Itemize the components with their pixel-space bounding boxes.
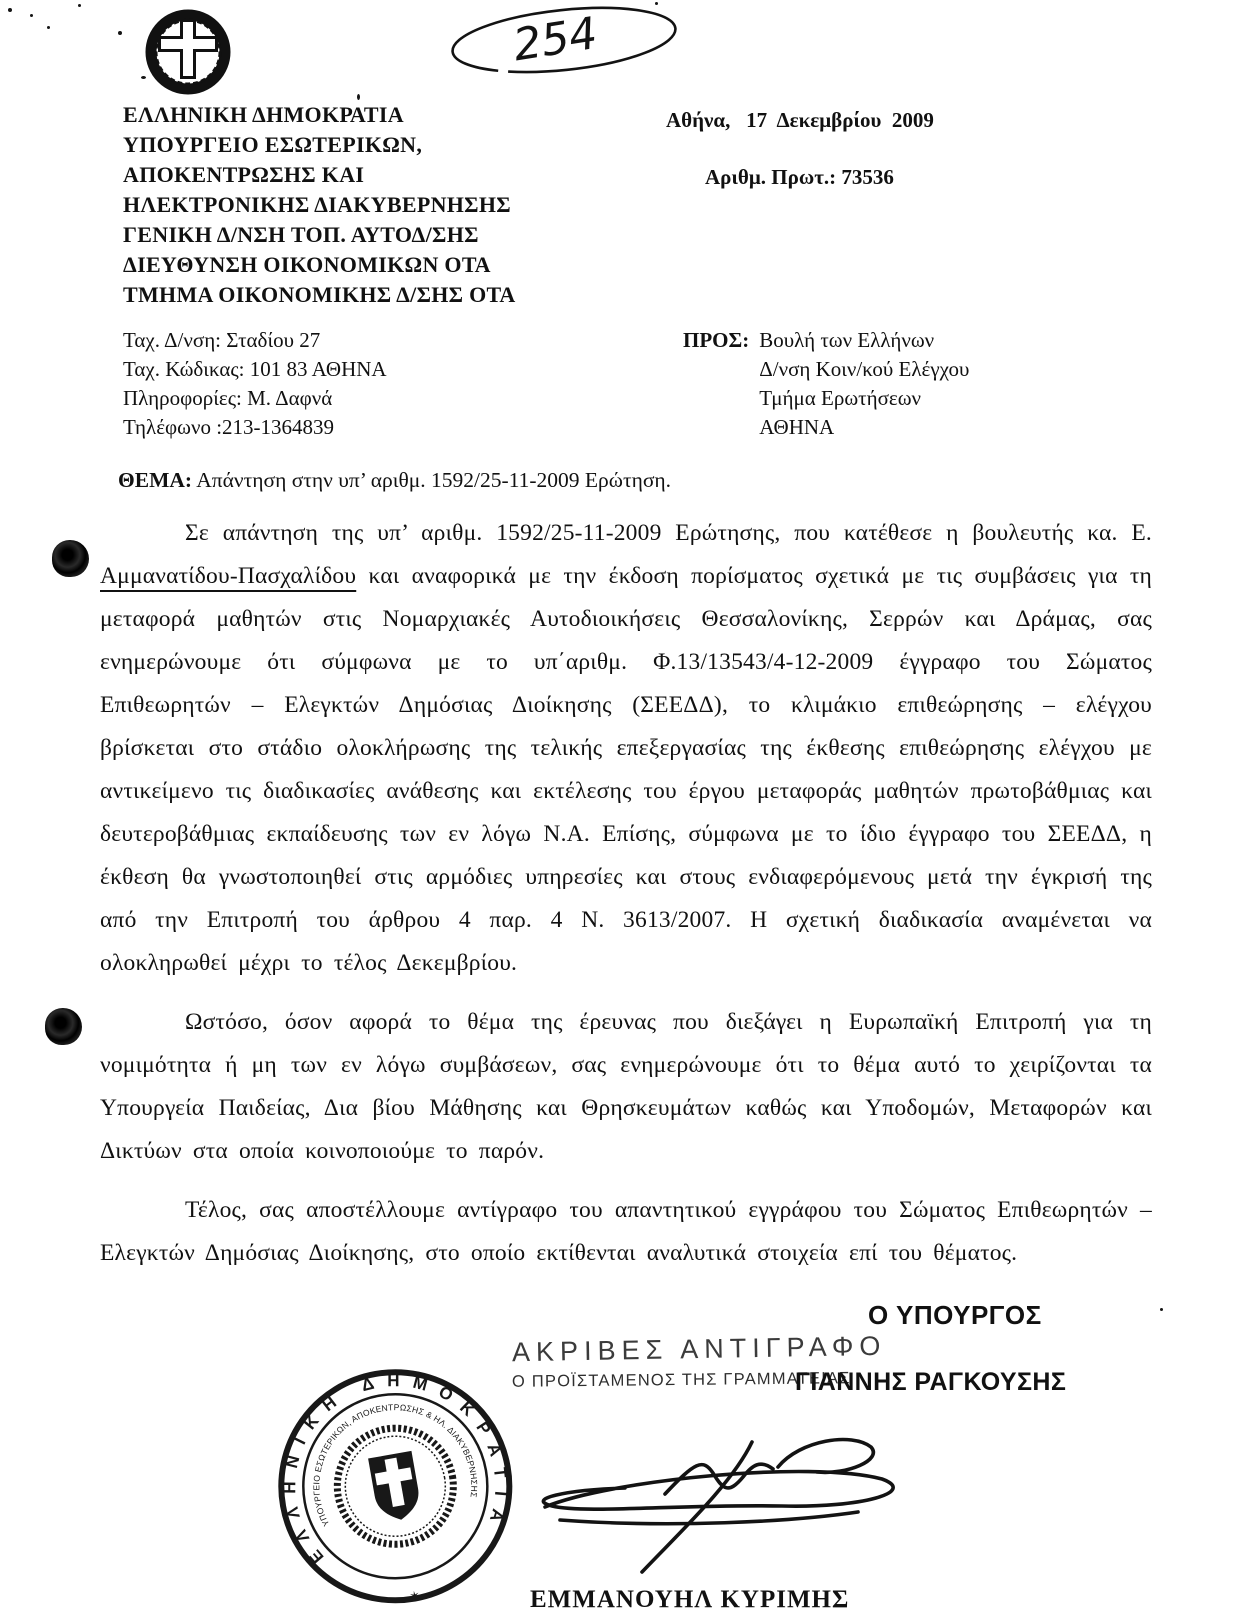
scan-speck (78, 4, 81, 7)
underlined-deputy-name: Αμμανατίδου-Πασχαλίδου (100, 563, 357, 589)
scan-speck (47, 26, 50, 29)
secretary-title-stamp-text: Ο ΠΡΟΪΣΤΑΜΕΝΟΣ ΤΗΣ ΓΡΑΜΜΑΤΕΙΑΣ (511, 1369, 851, 1391)
subject-line (118, 468, 1148, 493)
recipient-label: ΠΡΟΣ: (683, 328, 750, 352)
punch-hole (45, 1008, 82, 1045)
recipient-line: Δ/νση Κοιν/κού Ελέγχου (759, 357, 970, 381)
signer-name: ΕΜΜΑΝΟΥΗΛ ΚΥΡΙΜΗΣ (530, 1586, 850, 1613)
org-line: ΔΙΕΥΘΥΝΣΗ ΟΙΚΟΝΟΜΙΚΩΝ ΟΤΑ (123, 252, 491, 277)
punch-hole (52, 540, 89, 577)
body-paragraph-3: Τέλος, σας αποστέλλουμε αντίγραφο του απαντητικού εγγράφου του Σώματος Επιθεωρητών – Ελεγκτών Δημόσιας Διοίκησης, στο οποίο εκτίθενται αναλυτικά στοιχεία επί του θέματος. (100, 1197, 1152, 1266)
stamp-star-icon: ✶ (408, 1587, 422, 1605)
scan-speck (8, 8, 12, 12)
contact-line: Ταχ. Κώδικας: 101 83 ΑΘΗΝΑ (123, 357, 387, 381)
p1-rest: και αναφορικά με την έκδοση πορίσματος σχετικά με τις συμβάσεις για τη μεταφορά μαθητών στις Νομαρχιακές Αυτοδιοικήσεις Θεσσαλονίκης, Σερρών και Δράμας, σας ενημερώνουμε ότι σύμφωνα με το υπ΄αριθμ. Φ.13/13543/4-12-2009 έγγραφο του Σώματος Επιθεωρητών – Ελεγκτών Δημόσιας Διοίκησης (ΣΕΕΔΔ), το κλιμάκιο επιθεώρησης – ελέγχου βρίσκεται στο στάδιο ολοκλήρωσης της τελικής επεξεργασίας της έκθεσης επιθεώρησης ελέγχου με αντικείμενο τις διαδικασίες ανάθεσης και εκτέλεσης του έργου μεταφοράς μαθητών πρωτοβάθμιας και δευτεροβάθμιας εκπαίδευσης των εν λόγω Ν.Α. Επίσης, σύμφωνα με το ίδιο έγγραφο του ΣΕΕΔΔ, η έκθεση θα γνωστοποιηθεί στις αρμόδιες υπηρεσίες και στους ενδιαφερόμενους μετά την έγκρισή της από την Επιτροπή του άρθρου 4 παρ. 4 Ν. 3613/2007. Η σχετική διαδικασία αναμένεται να ολοκληρωθεί μέχρι το τέλος Δεκεμβρίου. (100, 563, 1152, 976)
letter-body (100, 512, 1152, 1275)
ministry-round-stamp (256, 1345, 538, 1619)
p1-start: Σε απάντηση της υπ’ αριθμ. 1592/25-11-2009 Ερώτησης, που κατέθεσε η βουλευτής κα. Ε. (185, 520, 1152, 546)
contact-line: Ταχ. Δ/νση: Σταδίου 27 (123, 328, 321, 352)
stamp-inner-text: ΥΠΟΥΡΓΕΙΟ ΕΣΩΤΕΡΙΚΩΝ, ΑΠΟΚΕΝΤΡΩΣΗΣ & ΗΛ. ΔΙΑΚΥΒΕΡΝΗΣΗΣ (311, 1402, 480, 1529)
subject-text: Απάντηση στην υπ’ αριθμ. 1592/25-11-2009 Ερώτηση. (192, 468, 672, 492)
hellenic-republic-emblem-icon (142, 6, 234, 100)
body-paragraph-2: Ωστόσο, όσον αφορά το θέμα της έρευνας που διεξάγει η Ευρωπαϊκή Επιτροπή για τη νομιμότητα ή μη των εν λόγω συμβάσεων, σας ενημερώνουμε ότι το θέμα αυτό το χειρίζονται τα Υπουργεία Παιδείας, Δια βίου Μάθησης και Θρησκευμάτων καθώς και Υποδομών, Μεταφορών και Δικτύων στα οποία κοινοποιούμε το παρόν. (100, 1009, 1152, 1164)
handwritten-signature (490, 1402, 920, 1577)
recipient-line: Τμήμα Ερωτήσεων (759, 386, 922, 410)
subject-label: ΘΕΜΑ: (118, 468, 193, 492)
org-line: ΑΠΟΚΕΝΤΡΩΣΗΣ ΚΑΙ (123, 162, 365, 187)
letterhead-org-block (123, 100, 603, 310)
recipient-line: Βουλή των Ελλήνων (759, 328, 935, 352)
scan-speck (118, 31, 122, 35)
org-line: ΕΛΛΗΝΙΚΗ ΔΗΜΟΚΡΑΤΙΑ (123, 102, 404, 127)
recipient-line: ΑΘΗΝΑ (759, 415, 835, 439)
org-line: ΤΜΗΜΑ ΟΙΚΟΝΟΜΙΚΗΣ Δ/ΣΗΣ ΟΤΑ (123, 282, 516, 307)
contact-block (123, 326, 387, 442)
recipient-block (683, 326, 969, 442)
certified-copy-stamp-text: ΑΚΡΙΒΕΣ ΑΝΤΙΓΡΑΦΟ (511, 1330, 887, 1368)
minister-name: ΓΙΑΝΝΗΣ ΡΑΓΚΟΥΣΗΣ (795, 1368, 1067, 1396)
page-number-text: 254 (509, 7, 601, 72)
scan-speck (1160, 1308, 1163, 1311)
org-line: ΗΛΕΚΤΡΟΝΙΚΗΣ ΔΙΑΚΥΒΕΡΝΗΣΗΣ (123, 192, 511, 217)
city-date: Αθήνα, 17 Δεκεμβρίου 2009 (666, 108, 934, 132)
protocol-number: Αριθμ. Πρωτ.: 73536 (705, 165, 894, 189)
org-line: ΓΕΝΙΚΗ Δ/ΝΣΗ ΤΟΠ. ΑΥΤΟΔ/ΣΗΣ (123, 222, 479, 247)
body-paragraph-1 (100, 512, 1152, 985)
contact-line: Τηλέφωνο :213-1364839 (123, 415, 335, 439)
handwritten-page-number (438, 0, 690, 80)
org-line: ΥΠΟΥΡΓΕΙΟ ΕΣΩΤΕΡΙΚΩΝ, (123, 132, 423, 157)
minister-title: Ο ΥΠΟΥΡΓΟΣ (868, 1300, 1042, 1330)
contact-line: Πληροφορίες: Μ. Δαφνά (123, 386, 333, 410)
stamp-outer-text: ΕΛΛΗΝΙΚΗ ΔΗΜΟΚΡΑΤΙΑ (280, 1371, 511, 1568)
scan-speck (30, 14, 33, 17)
